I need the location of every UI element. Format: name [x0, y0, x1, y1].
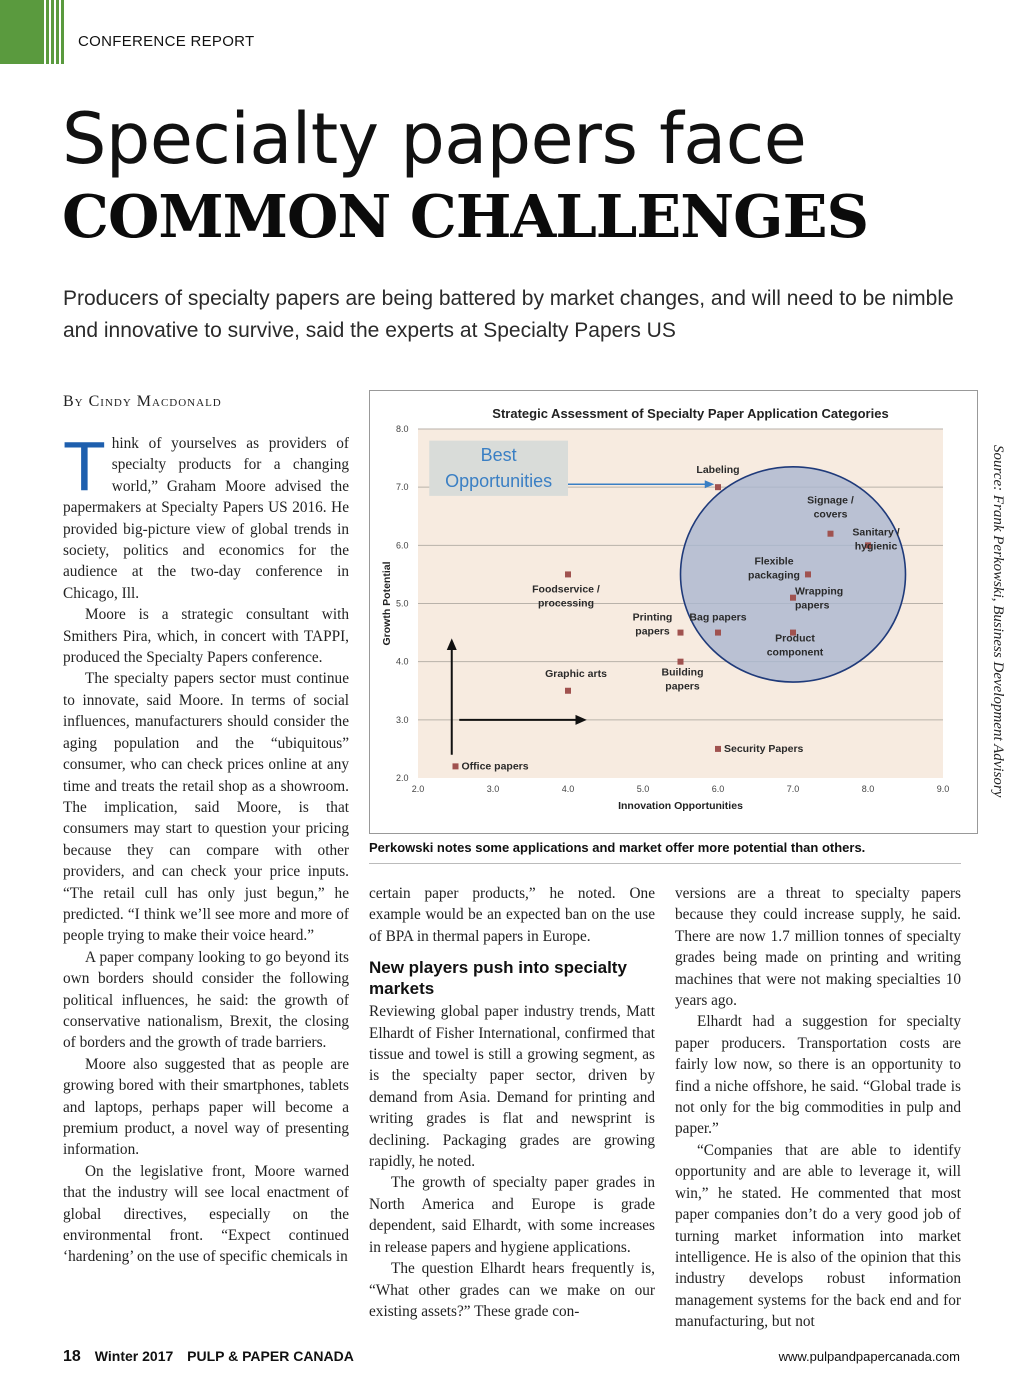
y-tick-label: 5.0 [396, 598, 409, 609]
paragraph: Moore also suggested that as people are growing bored with their smartphones, tablets and laptops, perhaps paper will become a premium product, a novel way of presenting information. [63, 1055, 349, 1159]
publication-name: PULP & PAPER CANADA [187, 1348, 354, 1364]
article-column-3 [675, 883, 961, 1333]
point-label: Signage / [807, 494, 854, 507]
y-tick-label: 2.0 [396, 773, 409, 783]
header-color-bar [0, 0, 44, 64]
article-title-line1: Specialty papers face [62, 98, 807, 180]
paragraph: The specialty papers sector must continue to innovate, said Moore. In terms of social influences, manufacturers should consider the aging population and the “ubiquitous” consumer, who can check prices online at any time and treats the retail shop as a showroom. The implication, said Moore, is that consumers may start to question your pricing because they can compare with other providers, and can check your price inputs. “The retail cull has only just begun,” he predicted. “I think we’ll see more and more of people trying to make their voice heard.” [63, 670, 349, 945]
data-point [678, 659, 684, 665]
article-byline: By Cindy Macdonald [63, 393, 222, 410]
footer-left [63, 1348, 354, 1366]
callout-text: Opportunities [445, 471, 553, 492]
x-tick-label: 7.0 [786, 784, 800, 794]
data-point [828, 531, 834, 537]
data-point [715, 484, 721, 490]
y-tick-label: 4.0 [396, 656, 409, 667]
data-point [453, 763, 459, 769]
header-stripe-decoration [46, 0, 64, 64]
data-point [715, 746, 721, 752]
footer-url: www.pulpandpapercanada.com [778, 1349, 960, 1364]
article-subhead: New players push into specialty markets [369, 958, 627, 999]
x-axis-label: Innovation Opportunities [618, 800, 743, 812]
paragraph: certain paper products,” he noted. One example would be an expected ban on the use of BPA in thermal papers in Europe. [369, 885, 655, 945]
issue-date: Winter 2017 [94, 1348, 174, 1364]
x-tick-label: 5.0 [636, 784, 650, 794]
data-point [565, 688, 571, 694]
point-label: Printing [632, 611, 673, 624]
point-label: Labeling [696, 464, 740, 477]
article-title-line2: COMMON CHALLENGES [62, 182, 869, 251]
point-label: Building [661, 666, 704, 679]
drop-cap: T [63, 427, 106, 505]
paragraph: “Companies that are able to identify opportunity and are able to leverage it, will win,” he stated. He commented that most paper companies don’t do a very good job of turning market information into market intelligence. He is also of the opinion that this industry develops robust information management systems for the back end and for manufacturing, but not [675, 1141, 961, 1331]
scatter-chart [370, 391, 977, 833]
section-label: CONFERENCE REPORT [78, 33, 255, 50]
point-label: Bag papers [689, 611, 747, 624]
point-label: Office papers [461, 760, 529, 773]
page-number: 18 [63, 1348, 81, 1365]
x-tick-label: 8.0 [861, 784, 875, 794]
y-tick-label: 7.0 [396, 482, 409, 493]
point-label: Foodservice / [532, 583, 600, 596]
paragraph: Elhardt had a suggestion for specialty paper producers. Transportation costs are fairly low now, so there is an opportunity to find a niche offshore, he said. “Global trade is not only for the big commodities in pulp and paper.” [675, 1013, 961, 1138]
paragraph: On the legislative front, Moore warned that the industry will see local enactment of global directives, especially on the environmental front. “Expect continued ‘hardening’ on the use of specific chemicals in [63, 1162, 349, 1266]
article-column-2 [369, 883, 655, 1322]
data-point [805, 571, 811, 577]
article-column-1 [63, 427, 349, 1268]
point-label: Sanitary / [852, 526, 900, 539]
point-label: covers [813, 508, 848, 521]
point-label: Flexible [754, 555, 794, 568]
point-label: packaging [748, 569, 800, 582]
paragraph: The question Elhardt hears frequently is, “What other grades can we make on our existing assets?” These grade con- [369, 1260, 655, 1320]
x-tick-label: 3.0 [486, 784, 500, 794]
article-deck: Producers of specialty papers are being battered by market changes, and will need to be nimble and innovative to survive, said the experts at Specialty Papers US [63, 287, 954, 342]
y-tick-label: 6.0 [396, 540, 409, 551]
paragraph: versions are a threat to specialty papers because they could increase supply, he said. There are now 1.7 million tonnes of specialty grades being made on printing and writing machines that were not making specialties 10 years ago. [675, 885, 961, 1010]
y-axis-label: Growth Potential [381, 561, 393, 646]
figure-caption: Perkowski notes some applications and market offer more potential than others. [369, 840, 961, 864]
point-label: component [766, 646, 824, 659]
paragraph: Moore is a strategic consultant with Smithers Pira, which, in concert with TAPPI, produced the Specialty Papers conference. [63, 606, 349, 667]
point-label: Graphic arts [545, 667, 607, 680]
point-label: papers [665, 680, 700, 693]
paragraph: The growth of specialty paper grades in North America and Europe is grade dependent, said Elhardt, with some increases in release papers and hygiene applications. [369, 1174, 655, 1256]
paragraph: A paper company looking to go beyond its own borders should consider the following political influences, he said: the growth of conservative nationalism, Brexit, the closing of borders and the growth of trade barriers. [63, 948, 349, 1052]
chart-title: Strategic Assessment of Specialty Paper Application Categories [492, 406, 889, 421]
point-label: Product [775, 632, 815, 645]
data-point [565, 571, 571, 577]
chart-figure [369, 390, 978, 834]
paragraph: hink of yourselves as providers of specialty products for a changing world,” Graham Moore advised the papermakers at Specialty Papers US 2016. He provided big-picture view of global trends in society, politics and economics for the audience at the two-day conference in Chicago, Ill. [63, 435, 349, 602]
point-label: Wrapping [795, 585, 844, 598]
y-tick-label: 8.0 [396, 424, 409, 434]
x-tick-label: 6.0 [711, 784, 725, 794]
point-label: hygienic [854, 540, 898, 553]
y-tick-label: 3.0 [396, 714, 409, 725]
x-tick-label: 4.0 [561, 784, 575, 794]
paragraph: Reviewing global paper industry trends, Matt Elhardt of Fisher International, confirmed that tissue and towel is still a growing segment, as is the specialty paper sector, driven by demand from Asia. Demand for printing and writing grades is flat and newsprint is declining. Packaging grades are growing rapidly, he noted. [369, 1003, 655, 1171]
point-label: Security Papers [724, 742, 804, 755]
callout-text: Best [480, 444, 517, 465]
data-point [715, 630, 721, 636]
figure-source-credit: Source: Frank Perkowski, Business Development Advisory [990, 445, 1006, 798]
x-tick-label: 2.0 [411, 784, 425, 794]
data-point [678, 630, 684, 636]
point-label: papers [795, 599, 830, 612]
x-tick-label: 9.0 [936, 784, 950, 794]
point-label: papers [635, 625, 670, 638]
point-label: processing [537, 597, 595, 610]
